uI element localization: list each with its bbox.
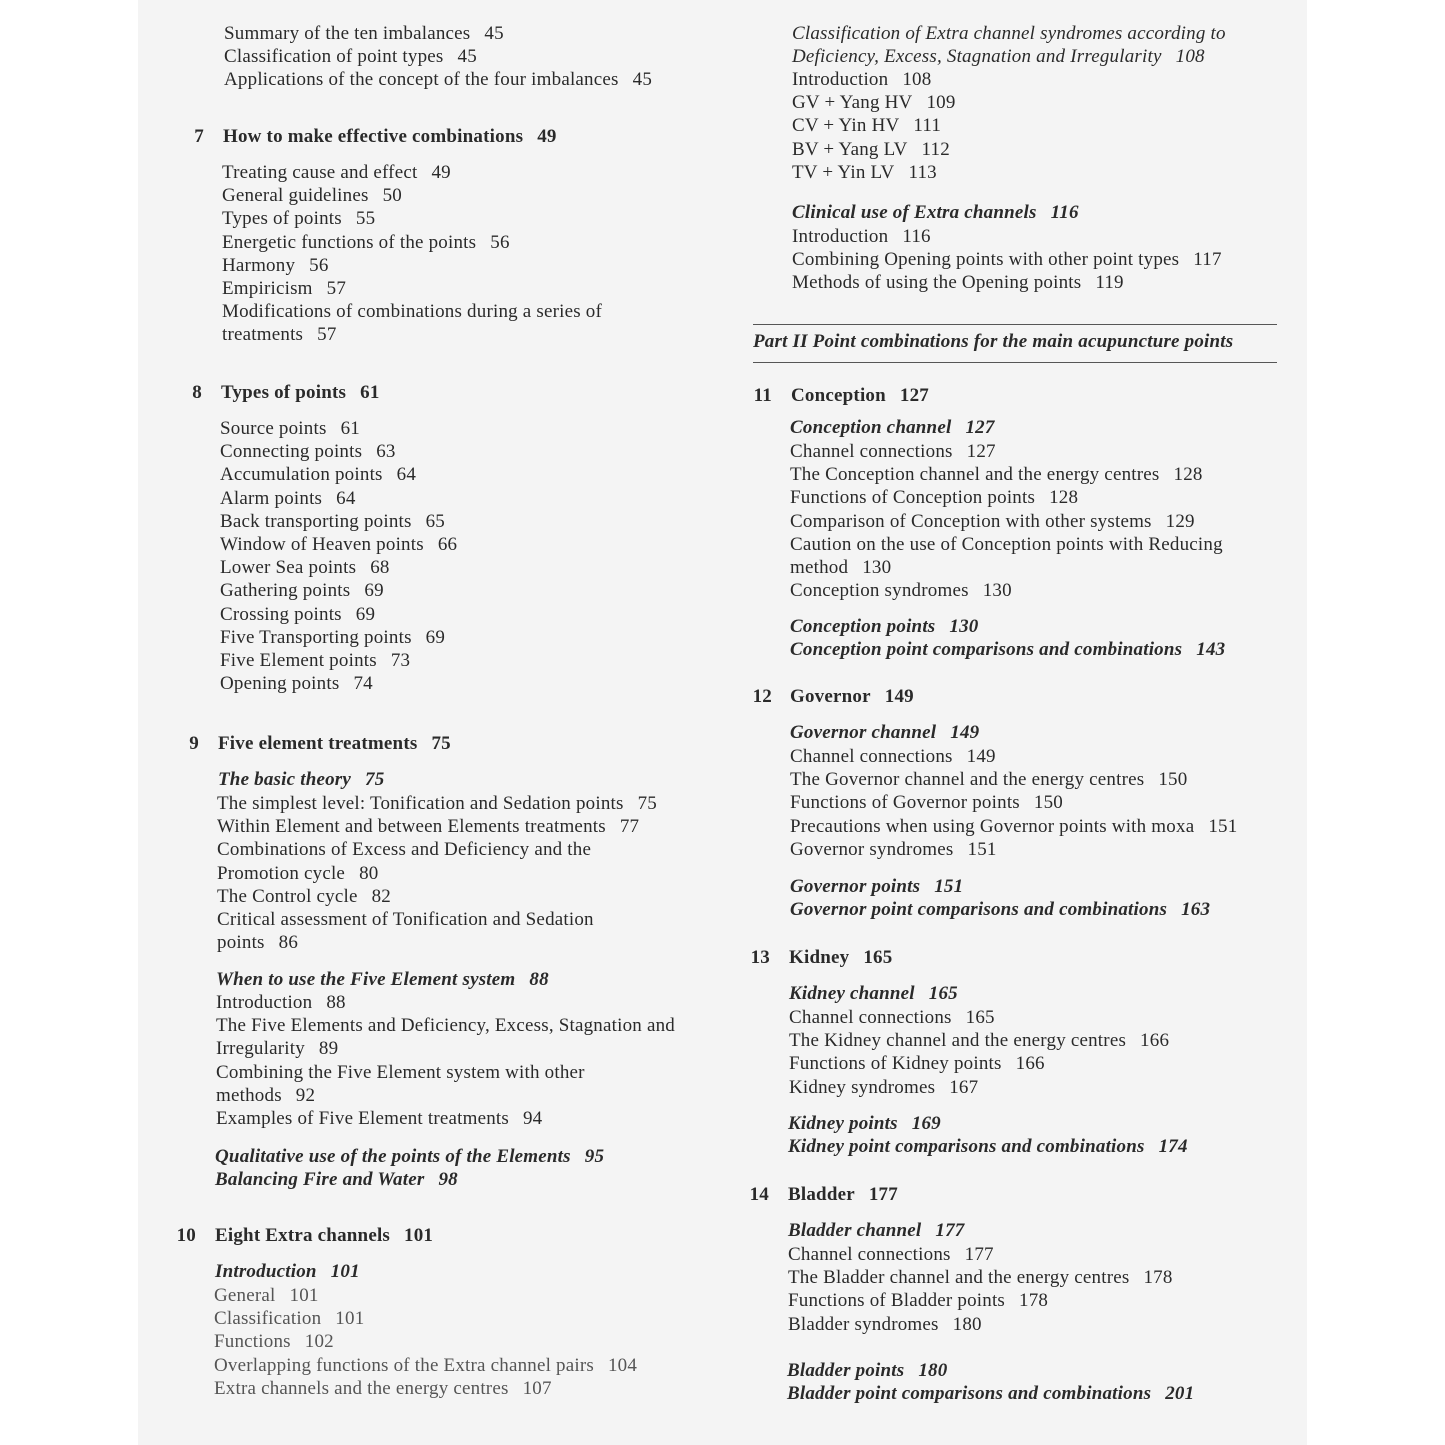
section-heading <box>216 968 549 991</box>
chapter-number: 14 <box>749 1184 769 1205</box>
part-divider-bottom <box>753 362 1277 363</box>
page-number: 107 <box>522 1377 552 1399</box>
toc-entry <box>788 1243 994 1266</box>
entry-title: General guidelines <box>222 185 369 207</box>
page-number: 63 <box>376 441 396 463</box>
toc-entry <box>792 138 950 161</box>
entry-title: Introduction <box>215 1261 317 1282</box>
entry-title: Functions of Kidney points <box>789 1053 1002 1075</box>
entry-title: Comparison of Conception with other systems <box>790 510 1152 532</box>
toc-entry <box>217 931 298 954</box>
page-number: 167 <box>949 1076 979 1098</box>
toc-entry <box>214 1377 552 1400</box>
entry-title: Connecting points <box>220 441 363 463</box>
chapter-title-text: How to make effective combinations <box>223 126 524 147</box>
toc-entry <box>220 556 390 579</box>
toc-entry <box>788 1313 982 1336</box>
page-number: 69 <box>364 580 384 602</box>
page-number: 165 <box>928 983 958 1004</box>
entry-title: Introduction <box>792 226 889 247</box>
page-number: 95 <box>584 1146 605 1167</box>
entry-title: The Conception channel and the energy centres <box>790 464 1160 486</box>
page-number: 108 <box>902 69 932 90</box>
entry-title: Functions of Governor points <box>790 792 1020 814</box>
chapter-title-text: Conception <box>791 385 886 406</box>
toc-entry <box>792 68 931 91</box>
entry-title: Introduction <box>792 69 889 90</box>
section-heading <box>790 416 995 439</box>
entry-title: Bladder points <box>787 1360 905 1381</box>
entry-title: Within Element and between Elements treatments <box>217 816 606 838</box>
toc-entry <box>220 533 457 556</box>
toc-entry <box>222 207 375 230</box>
entry-title: Empiricism <box>222 278 313 299</box>
chapter-title-text: Five element treatments <box>218 733 418 754</box>
toc-entry <box>792 161 937 184</box>
entry-title: Gathering points <box>220 580 351 602</box>
page-number: 73 <box>390 650 411 671</box>
page-number: 56 <box>490 231 510 253</box>
page-number: 169 <box>911 1113 941 1134</box>
chapter-title-text: Eight Extra channels <box>215 1225 391 1246</box>
page-number: 150 <box>1158 769 1188 791</box>
page-number: 111 <box>913 115 942 137</box>
chapter-title <box>789 946 892 969</box>
entry-title: Conception points <box>790 616 936 637</box>
page-number: 88 <box>529 969 549 990</box>
page-number: 101 <box>404 1225 434 1246</box>
section-heading: Classification of Extra channel syndromes according to <box>792 23 1226 44</box>
page-number: 104 <box>607 1354 638 1376</box>
section-heading <box>789 982 958 1005</box>
entry-title: Alarm points <box>220 487 323 509</box>
entry-title: Back transporting points <box>220 510 412 532</box>
page-number: 166 <box>1140 1030 1170 1052</box>
toc-entry <box>220 417 360 440</box>
page-number: 177 <box>964 1244 994 1265</box>
toc-entry <box>790 898 1210 921</box>
page-number: 113 <box>908 161 937 183</box>
page-number: 45 <box>457 46 477 68</box>
chapter-number: 7 <box>194 126 204 147</box>
page-number: 127 <box>899 385 930 406</box>
chapter-title-text: Bladder <box>788 1184 855 1205</box>
page-number: 57 <box>317 324 337 346</box>
entry-title: Overlapping functions of the Extra channel pairs <box>214 1354 594 1376</box>
entry-title: Caution on the use of Conception points with Reducing <box>790 533 1223 555</box>
page-number: 75 <box>431 733 451 754</box>
page-number: 130 <box>982 580 1012 602</box>
page-number: 55 <box>355 208 376 230</box>
entry-title: Types of points <box>222 208 342 230</box>
part-divider-top <box>753 324 1277 325</box>
page-number: 127 <box>966 441 996 462</box>
toc-entry <box>788 1266 1173 1289</box>
toc-entry <box>790 745 996 768</box>
entry-title: Governor channel <box>790 722 937 743</box>
toc-entry <box>220 626 445 649</box>
toc-entry <box>220 487 356 510</box>
toc-entry <box>792 248 1222 271</box>
entry-title: TV + Yin LV <box>792 161 895 183</box>
toc-entry <box>787 1359 947 1382</box>
chapter-number: 10 <box>176 1225 196 1246</box>
page-number: 151 <box>967 838 997 860</box>
page-number: 180 <box>918 1360 948 1381</box>
page-number: 116 <box>902 226 931 247</box>
chapter-title <box>221 381 380 404</box>
chapter-title <box>791 384 929 407</box>
page-number: 75 <box>637 793 658 814</box>
entry-title: Applications of the concept of the four imbalances <box>224 69 619 91</box>
toc-entry <box>214 1307 364 1330</box>
page-number: 178 <box>1019 1290 1049 1312</box>
toc-entry <box>790 815 1237 838</box>
page-number: 69 <box>425 626 446 648</box>
toc-entry <box>217 792 657 815</box>
entry-title: Channel connections <box>790 746 953 767</box>
chapter-title-text: Types of points <box>221 382 347 403</box>
toc-entry <box>222 184 402 207</box>
entry-title: Precautions when using Governor points with moxa <box>790 815 1195 837</box>
toc-entry <box>222 254 329 277</box>
page-number: 45 <box>632 69 653 91</box>
entry-title: Qualitative use of the points of the Elements <box>215 1146 571 1167</box>
page-number: 150 <box>1033 792 1063 814</box>
toc-entry <box>222 231 510 254</box>
toc-entry <box>790 638 1225 661</box>
entry-title: Combining the Five Element system with other <box>216 1061 585 1083</box>
toc-entry <box>217 815 639 838</box>
entry-title: General <box>214 1285 276 1306</box>
toc-entry <box>792 225 931 248</box>
toc-entry <box>214 1354 637 1377</box>
page-number: 163 <box>1181 899 1211 921</box>
chapter-title-text: Kidney <box>789 947 850 968</box>
page-number: 108 <box>1175 46 1205 67</box>
toc-entry <box>216 1084 315 1107</box>
toc-entry <box>790 510 1195 533</box>
entry-title: Lower Sea points <box>220 557 357 579</box>
toc-entry <box>789 1006 995 1029</box>
page-number: 80 <box>359 862 379 884</box>
entry-title: Five Transporting points <box>220 626 412 648</box>
section-heading <box>792 45 1205 68</box>
toc-entry <box>217 862 378 885</box>
entry-title: Harmony <box>222 254 296 276</box>
entry-title: Governor syndromes <box>790 838 954 860</box>
entry-title: methods <box>216 1084 282 1106</box>
toc-entry <box>790 579 1012 602</box>
toc-entry <box>790 556 891 579</box>
page-number: 174 <box>1158 1136 1188 1158</box>
toc-entry <box>792 271 1124 294</box>
entry-title: The Bladder channel and the energy centres <box>788 1267 1130 1289</box>
page-number: 128 <box>1173 464 1203 486</box>
toc-entry <box>216 1107 542 1130</box>
page-number: 130 <box>862 557 892 578</box>
entry-title: Source points <box>220 418 327 439</box>
section-heading <box>788 1219 964 1242</box>
entry-title: Classification of point types <box>224 46 444 68</box>
page-number: 143 <box>1196 639 1226 661</box>
section-heading <box>215 1260 360 1283</box>
entry-title: Bladder point comparisons and combinations <box>787 1383 1152 1405</box>
page-number: 68 <box>370 557 390 579</box>
toc-entry <box>215 1168 458 1191</box>
entry-title: Irregularity <box>216 1038 305 1060</box>
entry-title: The Governor channel and the energy centres <box>790 769 1145 791</box>
chapter-number: 12 <box>752 686 772 707</box>
page-number: 151 <box>1208 815 1238 837</box>
entry-title: Governor points <box>790 876 921 897</box>
entry-title: Methods of using the Opening points <box>792 272 1082 294</box>
page-number: 64 <box>396 464 417 486</box>
entry-title: Kidney point comparisons and combinations <box>788 1136 1145 1158</box>
chapter-title <box>215 1224 433 1247</box>
page-number: 98 <box>438 1169 458 1191</box>
entry-title: Functions <box>214 1331 291 1353</box>
page-number: 50 <box>382 185 402 207</box>
toc-entry <box>222 300 602 323</box>
page-number: 149 <box>950 722 980 743</box>
page-number: 178 <box>1143 1267 1173 1289</box>
entry-title: Modifications of combinations during a series of <box>222 301 603 323</box>
toc-entry <box>220 440 396 463</box>
chapter-title-text: Governor <box>790 686 871 707</box>
toc-entry <box>790 440 996 463</box>
page-number: 165 <box>965 1007 995 1028</box>
toc-entry <box>220 649 410 672</box>
entry-title: Clinical use of Extra channels <box>792 202 1037 223</box>
entry-title: Energetic functions of the points <box>222 231 477 253</box>
page-number: 74 <box>353 673 373 695</box>
toc-entry <box>792 114 941 137</box>
toc-entry <box>220 463 416 486</box>
entry-title: Accumulation points <box>220 464 383 486</box>
toc-entry <box>790 615 979 638</box>
page-number: 101 <box>335 1308 365 1330</box>
toc-entry <box>220 672 373 695</box>
entry-title: method <box>790 557 849 578</box>
entry-title: Channel connections <box>788 1244 951 1265</box>
chapter-title <box>223 125 557 148</box>
entry-title: Kidney channel <box>789 983 915 1004</box>
toc-entry <box>217 908 594 931</box>
entry-title: The Control cycle <box>217 885 358 907</box>
page-number: 117 <box>1193 249 1222 271</box>
entry-title: BV + Yang LV <box>792 138 908 160</box>
toc-entry <box>222 277 346 300</box>
toc-entry <box>224 68 652 91</box>
entry-title: Functions of Bladder points <box>788 1290 1006 1312</box>
page-number: 49 <box>537 126 557 147</box>
page-number: 45 <box>484 23 504 44</box>
entry-title: Balancing Fire and Water <box>215 1169 425 1191</box>
entry-title: Introduction <box>216 992 313 1013</box>
page-number: 101 <box>330 1261 360 1282</box>
toc-entry <box>788 1112 941 1135</box>
entry-title: Channel connections <box>790 441 953 462</box>
page-number: 128 <box>1049 487 1079 509</box>
toc-entry <box>220 603 375 626</box>
toc-entry <box>790 486 1078 509</box>
page-number: 66 <box>437 534 458 555</box>
entry-title: Opening points <box>220 673 340 695</box>
entry-title: Conception syndromes <box>790 580 969 602</box>
entry-title: Summary of the ten imbalances <box>224 23 471 44</box>
page-number: 82 <box>371 885 391 907</box>
chapter-title <box>790 685 914 708</box>
part-heading: Part II Point combinations for the main acupuncture points <box>753 331 1234 352</box>
entry-title: points <box>217 932 265 954</box>
toc-entry <box>215 1145 604 1168</box>
page-number: 177 <box>935 1220 965 1241</box>
entry-title: The simplest level: Tonification and Sedation points <box>217 793 624 814</box>
page-number: 94 <box>522 1108 543 1129</box>
entry-title: Combining Opening points with other point types <box>792 249 1180 271</box>
page-number: 57 <box>326 278 347 299</box>
toc-entry <box>790 838 997 861</box>
page-number: 129 <box>1165 510 1195 532</box>
page-number: 112 <box>921 138 950 160</box>
entry-title: Critical assessment of Tonification and Sedation <box>217 909 594 930</box>
toc-entry <box>224 22 504 45</box>
entry-title: Governor point comparisons and combinations <box>790 899 1168 921</box>
entry-title: Examples of Five Element treatments <box>216 1108 509 1129</box>
page-number: 61 <box>360 382 380 403</box>
entry-title: treatments <box>222 324 304 346</box>
page-number: 92 <box>295 1084 316 1106</box>
page-number: 149 <box>884 686 914 707</box>
toc-entry <box>214 1284 319 1307</box>
section-heading <box>218 768 384 791</box>
toc-entry <box>217 838 591 861</box>
page-number: 127 <box>965 417 995 438</box>
entry-title: Deficiency, Excess, Stagnation and Irregularity <box>792 46 1162 67</box>
toc-entry <box>214 1330 334 1353</box>
entry-title: Functions of Conception points <box>790 487 1036 509</box>
page-number: 151 <box>934 876 964 897</box>
page-number: 201 <box>1165 1383 1195 1405</box>
toc-entry <box>220 579 384 602</box>
chapter-title <box>218 732 451 755</box>
page-number: 86 <box>278 932 299 954</box>
toc-entry <box>222 161 451 184</box>
toc-entry <box>789 1052 1045 1075</box>
entry-title: Window of Heaven points <box>220 534 424 555</box>
entry-title: Conception point comparisons and combinations <box>790 639 1183 661</box>
toc-entry <box>788 1135 1188 1158</box>
entry-title: The Kidney channel and the energy centres <box>789 1030 1127 1052</box>
toc-entry <box>216 1061 585 1084</box>
page-number: 89 <box>318 1038 339 1060</box>
page-number: 116 <box>1050 202 1079 223</box>
book-page <box>138 0 1307 1445</box>
entry-title: Kidney points <box>788 1113 898 1134</box>
page-number: 177 <box>868 1184 898 1205</box>
entry-title: Conception channel <box>790 417 952 438</box>
section-heading <box>792 201 1079 224</box>
page-number: 102 <box>304 1331 334 1353</box>
page-number: 77 <box>619 816 640 838</box>
toc-entry <box>216 991 346 1014</box>
entry-title: Five Element points <box>220 650 377 671</box>
toc-entry <box>220 510 445 533</box>
entry-title: When to use the Five Element system <box>216 969 516 990</box>
page-number: 119 <box>1095 272 1124 294</box>
entry-title: GV + Yang HV <box>792 92 913 114</box>
toc-entry <box>788 1289 1048 1312</box>
toc-entry <box>790 791 1063 814</box>
entry-title: Combinations of Excess and Deficiency and the <box>217 839 592 861</box>
page-number: 61 <box>340 418 360 439</box>
toc-entry <box>790 533 1223 556</box>
page-number: 64 <box>336 487 356 509</box>
page-number: 109 <box>926 92 956 114</box>
page-number: 49 <box>431 162 451 183</box>
section-heading <box>790 721 979 744</box>
toc-entry <box>217 885 391 908</box>
toc-entry <box>789 1029 1169 1052</box>
entry-title: Promotion cycle <box>217 862 346 884</box>
page-number: 130 <box>949 616 979 637</box>
toc-entry <box>790 875 963 898</box>
toc-entry <box>224 45 477 68</box>
entry-title: Crossing points <box>220 603 342 625</box>
entry-title: Treating cause and effect <box>222 162 418 183</box>
entry-title: Extra channels and the energy centres <box>214 1377 509 1399</box>
toc-entry <box>216 1014 675 1037</box>
page-number: 101 <box>289 1285 319 1306</box>
chapter-number: 13 <box>750 947 770 968</box>
entry-title: Kidney syndromes <box>789 1076 936 1098</box>
page-number: 75 <box>365 769 385 790</box>
toc-entry <box>216 1037 338 1060</box>
page-number: 69 <box>355 603 376 625</box>
entry-title: Bladder channel <box>788 1220 922 1241</box>
entry-title: Channel connections <box>789 1007 952 1028</box>
chapter-number: 11 <box>753 385 772 406</box>
toc-entry <box>792 91 956 114</box>
toc-entry <box>787 1382 1194 1405</box>
entry-title: The basic theory <box>218 769 352 790</box>
toc-entry <box>790 768 1187 791</box>
toc-entry <box>790 463 1203 486</box>
chapter-number: 9 <box>189 733 199 754</box>
page-number: 149 <box>966 746 996 767</box>
page-number: 56 <box>309 254 329 276</box>
toc-entry <box>222 323 337 346</box>
page-number: 166 <box>1015 1053 1045 1075</box>
page-number: 180 <box>952 1313 982 1335</box>
page-number: 165 <box>863 947 893 968</box>
page-number: 65 <box>425 510 446 532</box>
chapter-title <box>788 1183 898 1206</box>
page-number: 88 <box>326 992 346 1013</box>
toc-entry <box>789 1076 978 1099</box>
entry-title: CV + Yin HV <box>792 115 900 137</box>
entry-title: Bladder syndromes <box>788 1313 939 1335</box>
chapter-number: 8 <box>192 382 202 403</box>
entry-title: The Five Elements and Deficiency, Excess, Stagnation and <box>216 1015 675 1037</box>
entry-title: Classification <box>214 1308 322 1330</box>
